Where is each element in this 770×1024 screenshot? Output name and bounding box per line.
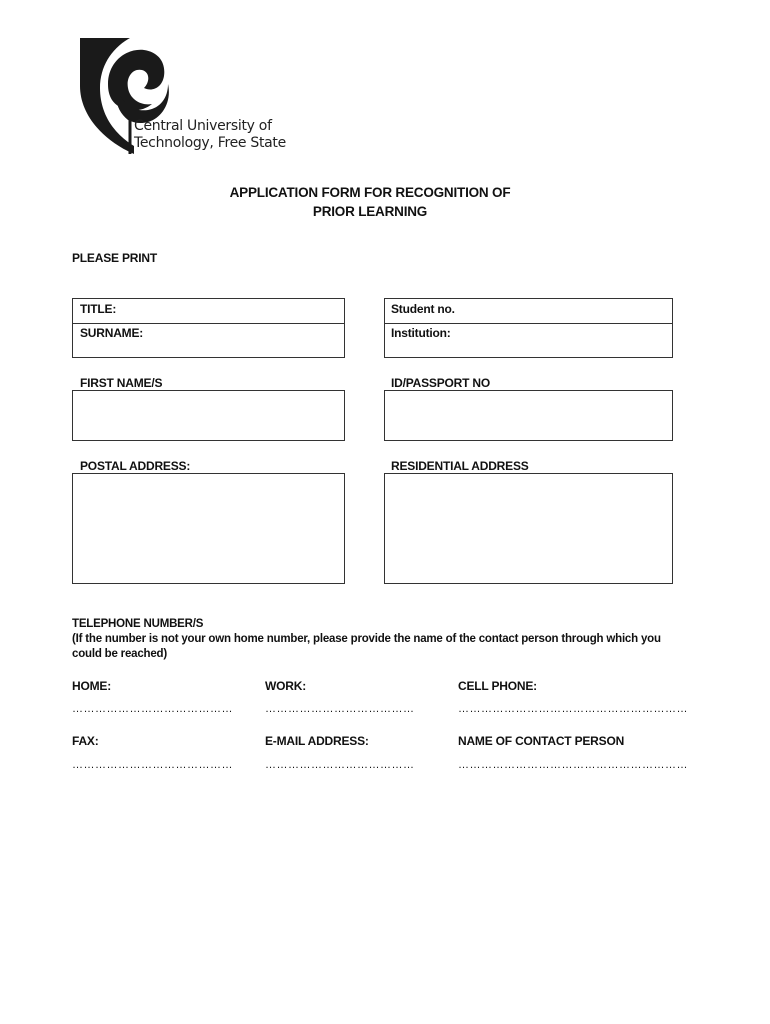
please-print-instruction: PLEASE PRINT [72,251,157,265]
fax-label: FAX: [72,734,99,748]
surname-label: SURNAME: [80,326,144,340]
form-title-line1: APPLICATION FORM FOR RECOGNITION OF [229,185,511,200]
telephone-note: (If the number is not your own home number, please provide the name of the contact person through which you could be reached) [72,633,661,660]
fax-input-line[interactable]: …………………………………… [72,759,233,771]
first-names-field[interactable] [72,390,345,441]
institution-label: Institution: [391,326,451,340]
contact-person-label: NAME OF CONTACT PERSON [458,734,625,748]
email-input-line[interactable]: ………………………………… [265,759,415,771]
student-no-label: Student no. [391,302,455,316]
home-input-line[interactable]: …………………………………… [72,703,233,715]
email-label: E-MAIL ADDRESS: [265,734,369,748]
title-label: TITLE: [80,302,117,316]
telephone-heading: TELEPHONE NUMBER/S [72,618,204,630]
postal-address-label: POSTAL ADDRESS: [80,459,191,473]
residential-address-label: RESIDENTIAL ADDRESS [391,459,529,473]
title-surname-divider [72,323,345,324]
work-input-line[interactable]: ………………………………… [265,703,415,715]
university-name-line2: Technology, Free State [134,135,286,151]
contact-person-input-line[interactable]: …………………………………………………… [458,759,688,771]
university-name [134,118,286,152]
id-passport-label: ID/PASSPORT NO [391,376,490,390]
id-passport-field[interactable] [384,390,673,441]
postal-address-field[interactable] [72,473,345,584]
residential-address-field[interactable] [384,473,673,584]
student-institution-divider [384,323,673,324]
first-names-label: FIRST NAME/S [80,376,163,390]
university-name-line1: Central University of [134,118,272,134]
cell-phone-input-line[interactable]: …………………………………………………… [458,703,688,715]
home-label: HOME: [72,679,111,693]
cell-phone-label: CELL PHONE: [458,679,537,693]
form-title-line2: PRIOR LEARNING [312,204,428,219]
work-label: WORK: [265,679,306,693]
